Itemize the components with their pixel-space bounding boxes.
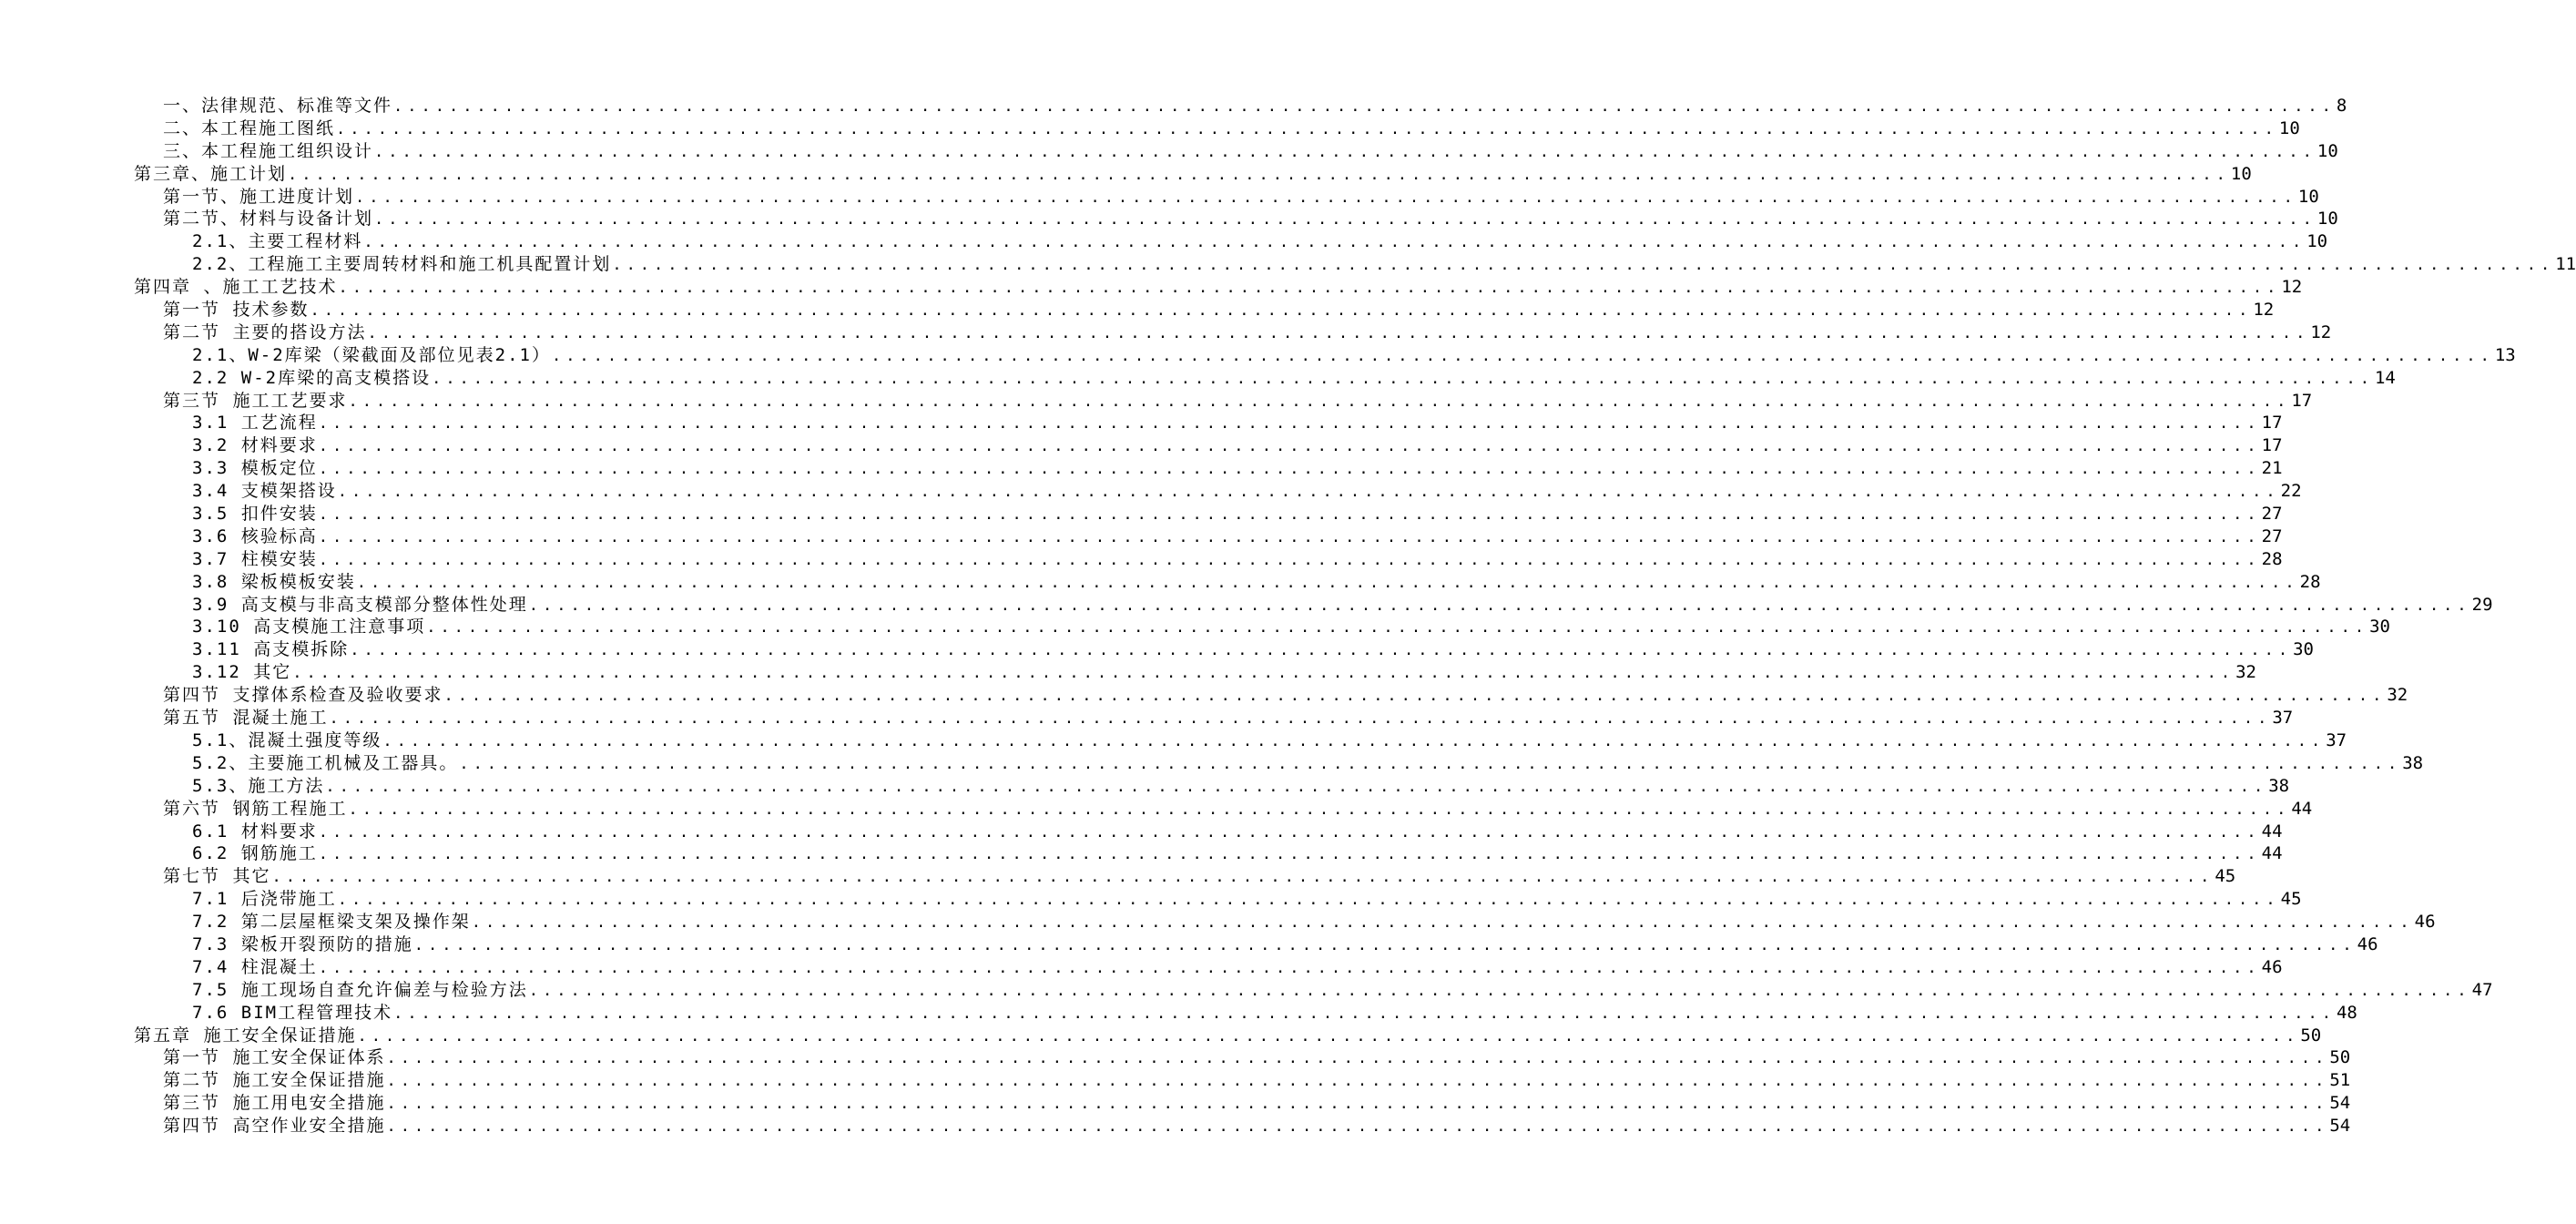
toc-entry-title: 7.6 BIM工程管理技术 <box>192 1002 393 1023</box>
toc-entry-page-number: 51 <box>2329 1070 2351 1091</box>
toc-entry <box>0 707 2294 729</box>
toc-entry <box>0 1069 2351 1092</box>
toc-entry-title: 3.6 核验标高 <box>192 525 318 546</box>
toc-entry <box>0 186 2319 209</box>
toc-entry-page-number: 8 <box>2336 96 2347 116</box>
toc-entry-title: 7.1 后浇带施工 <box>192 889 337 910</box>
toc-entry-row <box>163 1069 2351 1093</box>
toc-entry-page-number: 32 <box>2387 685 2408 706</box>
toc-entry-title: 6.1 材料要求 <box>192 821 318 842</box>
toc-entry-row <box>134 276 2303 300</box>
toc-leader-dots: ............................................................................................................................................ <box>459 754 2402 773</box>
toc-leader-dots: ............................................................................................................................................ <box>528 596 2471 615</box>
toc-leader-dots: ............................................................................................................................................ <box>318 845 2261 864</box>
toc-leader-dots: ............................................................................................................................................ <box>350 641 2293 660</box>
toc-leader-dots: ............................................................................................................................................ <box>336 119 2278 138</box>
toc-leader-dots: ............................................................................................................................................ <box>329 709 2272 729</box>
toc-entry-row <box>134 163 2252 187</box>
toc-entry-title: 三、本工程施工组织设计 <box>163 140 374 161</box>
toc-entry-page-number: 17 <box>2291 390 2313 411</box>
toc-entry <box>0 842 2283 865</box>
toc-entry <box>0 95 2347 117</box>
toc-entry-page-number: 10 <box>2230 163 2252 184</box>
toc-entry-title: 第四节 高空作业安全措施 <box>163 1116 386 1137</box>
toc-entry-title: 3.4 支模架搭设 <box>192 481 337 502</box>
toc-entry-row <box>192 457 2283 481</box>
toc-entry <box>0 616 2390 638</box>
toc-entry-row <box>192 775 2290 799</box>
toc-entry-page-number: 10 <box>2297 186 2319 207</box>
toc-leader-dots: ............................................................................................................................................ <box>471 913 2414 933</box>
toc-entry-row <box>192 842 2283 866</box>
toc-entry <box>0 412 2283 434</box>
toc-entry-page-number: 11 <box>2555 254 2576 275</box>
toc-entry <box>0 979 2493 1002</box>
toc-entry-page-number: 50 <box>2300 1025 2322 1046</box>
toc-entry <box>0 933 2378 956</box>
toc-entry-title: 第四章 、施工工艺技术 <box>134 277 338 298</box>
toc-entry-row <box>192 434 2283 458</box>
toc-entry-page-number: 30 <box>2369 617 2390 638</box>
toc-entry-page-number: 45 <box>2280 889 2302 910</box>
toc-leader-dots: ............................................................................................................................................ <box>367 323 2310 342</box>
toc-entry-row <box>163 321 2332 345</box>
toc-entry-page-number: 44 <box>2261 821 2283 842</box>
toc-entry-row <box>192 525 2283 549</box>
toc-leader-dots: ............................................................................................................................................ <box>318 505 2261 525</box>
toc-entry-page-number: 28 <box>2261 548 2283 569</box>
toc-entry-page-number: 48 <box>2336 1002 2357 1023</box>
toc-entry-page-number: 10 <box>2316 140 2338 161</box>
toc-leader-dots: ............................................................................................................................................ <box>355 188 2297 207</box>
toc-entry-title: 2.2、工程施工主要周转材料和施工机具配置计划 <box>192 254 612 275</box>
toc-entry-row <box>192 253 2576 277</box>
toc-leader-dots: ............................................................................................................................................ <box>356 573 2299 592</box>
toc-entry-title: 2.2 W-2库梁的高支模搭设 <box>192 367 432 388</box>
toc-entry-title: 第七节 其它 <box>163 866 271 887</box>
toc-entry <box>0 503 2283 525</box>
toc-entry-row <box>192 616 2390 639</box>
toc-entry <box>0 208 2338 230</box>
toc-entry-row <box>192 571 2321 595</box>
toc-entry <box>0 163 2252 186</box>
toc-leader-dots: ............................................................................................................................................ <box>271 868 2215 887</box>
toc-entry-page-number: 50 <box>2329 1047 2351 1068</box>
toc-leader-dots: ............................................................................................................................................ <box>318 550 2261 569</box>
toc-entry <box>0 299 2275 321</box>
toc-entry <box>0 117 2300 140</box>
toc-leader-dots: ............................................................................................................................................ <box>337 483 2280 502</box>
toc-entry <box>0 956 2283 979</box>
toc-entry-page-number: 46 <box>2414 912 2436 933</box>
toc-entry <box>0 321 2332 344</box>
toc-entry-page-number: 10 <box>2278 117 2300 138</box>
toc-entry-title: 5.3、施工方法 <box>192 775 325 796</box>
toc-entry-title: 3.10 高支模施工注意事项 <box>192 617 426 638</box>
toc-entry-title: 6.2 钢筋施工 <box>192 843 318 864</box>
toc-leader-dots: ............................................................................................................................................ <box>357 1026 2300 1046</box>
toc-entry <box>0 571 2321 594</box>
toc-entry-row <box>192 729 2347 753</box>
toc-entry-title: 3.9 高支模与非高支模部分整体性处理 <box>192 594 528 615</box>
toc-leader-dots: ............................................................................................................................................ <box>528 981 2471 1000</box>
toc-leader-dots: ............................................................................................................................................ <box>318 437 2261 456</box>
toc-entry <box>0 457 2283 480</box>
toc-entry-row <box>192 821 2283 844</box>
toc-entry-row <box>192 594 2493 617</box>
toc-entry-row <box>192 548 2283 572</box>
toc-entry-page-number: 44 <box>2291 798 2313 819</box>
toc-leader-dots: ............................................................................................................................................ <box>374 210 2316 230</box>
toc-entry <box>0 525 2283 548</box>
toc-entry-row <box>163 1092 2351 1116</box>
toc-entry <box>0 638 2314 661</box>
toc-entry <box>0 140 2338 163</box>
toc-entry <box>0 661 2256 684</box>
toc-entry-row <box>163 1046 2351 1070</box>
toc-entry-page-number: 28 <box>2299 571 2321 592</box>
toc-entry-row <box>192 911 2436 934</box>
toc-entry-title: 第二节 施工安全保证措施 <box>163 1070 386 1091</box>
toc-entry-page-number: 12 <box>2310 321 2332 342</box>
toc-entry-title: 3.1 工艺流程 <box>192 413 318 434</box>
toc-entry-row <box>163 186 2319 209</box>
toc-leader-dots: ............................................................................................................................................ <box>318 460 2261 479</box>
toc-entry-title: 7.2 第二层屋框梁支架及操作架 <box>192 912 471 933</box>
toc-leader-dots: ............................................................................................................................................ <box>413 935 2357 954</box>
toc-entry <box>0 888 2302 911</box>
toc-entry-title: 第五章 施工安全保证措施 <box>134 1025 357 1046</box>
toc-entry-row <box>192 888 2302 912</box>
toc-entry-page-number: 46 <box>2261 956 2283 977</box>
toc-entry-page-number: 29 <box>2471 594 2493 615</box>
toc-entry-row <box>163 208 2338 231</box>
toc-entry-page-number: 13 <box>2494 344 2516 365</box>
toc-entry <box>0 821 2283 843</box>
toc-entry-page-number: 10 <box>2316 209 2338 230</box>
toc-entry-row <box>163 95 2347 118</box>
toc-leader-dots: ............................................................................................................................................ <box>551 346 2494 365</box>
toc-entry-title: 2.1、主要工程材料 <box>192 231 363 252</box>
toc-entry-title: 3.3 模板定位 <box>192 458 318 479</box>
toc-entry-title: 2.1、W-2库梁（梁截面及部位见表2.1） <box>192 344 551 365</box>
toc-entry-page-number: 37 <box>2272 708 2294 729</box>
toc-entry-row <box>192 661 2256 685</box>
toc-entry-page-number: 12 <box>2281 277 2303 298</box>
toc-entry <box>0 1002 2357 1025</box>
toc-entry-row <box>192 480 2302 504</box>
toc-leader-dots: ............................................................................................................................................ <box>318 958 2261 977</box>
toc-entry-row <box>192 503 2283 526</box>
toc-entry-page-number: 14 <box>2374 367 2396 388</box>
toc-entry <box>0 253 2576 276</box>
toc-entry-row <box>192 230 2328 254</box>
toc-entry-row <box>192 344 2516 368</box>
toc-entry-title: 第四节 支撑体系检查及验收要求 <box>163 685 443 706</box>
toc-leader-dots: ............................................................................................................................................ <box>292 664 2235 683</box>
toc-leader-dots: ............................................................................................................................................ <box>443 687 2387 706</box>
toc-entry-page-number: 17 <box>2261 435 2283 456</box>
toc-entry-page-number: 54 <box>2329 1116 2351 1137</box>
toc-entry-row <box>163 865 2236 889</box>
toc-entry-title: 第二节、材料与设备计划 <box>163 209 374 230</box>
toc-leader-dots: ............................................................................................................................................ <box>348 392 2291 411</box>
toc-entry <box>0 865 2236 888</box>
toc-leader-dots: ............................................................................................................................................ <box>393 97 2336 116</box>
toc-entry-title: 3.7 柱模安装 <box>192 548 318 569</box>
toc-entry-row <box>163 1115 2351 1138</box>
toc-entry <box>0 594 2493 617</box>
toc-entry-row <box>163 390 2313 413</box>
toc-entry <box>0 1046 2351 1069</box>
toc-entry-title: 3.8 梁板模板安装 <box>192 571 356 592</box>
toc-entry <box>0 344 2516 367</box>
toc-entry <box>0 684 2408 707</box>
toc-entry-row <box>134 1025 2322 1048</box>
toc-entry-title: 7.3 梁板开裂预防的措施 <box>192 933 413 954</box>
toc-entry-page-number: 38 <box>2402 752 2424 773</box>
toc-entry-row <box>192 412 2283 435</box>
toc-entry <box>0 1025 2322 1047</box>
toc-entry <box>0 230 2328 253</box>
toc-entry <box>0 911 2436 933</box>
toc-entry-page-number: 30 <box>2293 639 2314 660</box>
toc-entry-page-number: 21 <box>2261 458 2283 479</box>
toc-entry-title: 第二节 主要的搭设方法 <box>163 321 367 342</box>
toc-entry-page-number: 27 <box>2261 525 2283 546</box>
toc-entry-title: 3.5 扣件安装 <box>192 504 318 525</box>
toc-entry-title: 3.11 高支模拆除 <box>192 639 350 660</box>
toc-entry <box>0 729 2347 752</box>
toc-leader-dots: ............................................................................................................................................ <box>318 527 2261 546</box>
toc-entry-page-number: 54 <box>2329 1093 2351 1114</box>
toc-entry-row <box>192 933 2378 957</box>
toc-entry-page-number: 22 <box>2280 481 2302 502</box>
toc-leader-dots: ............................................................................................................................................ <box>382 731 2326 750</box>
toc-entry-row <box>163 299 2275 322</box>
toc-entry <box>0 390 2313 413</box>
toc-entry <box>0 276 2303 299</box>
toc-entry-row <box>192 979 2493 1003</box>
toc-entry <box>0 1115 2351 1137</box>
toc-entry-row <box>163 117 2300 141</box>
toc-leader-dots: ............................................................................................................................................ <box>386 1095 2329 1114</box>
toc-entry-title: 第一节 技术参数 <box>163 300 310 321</box>
toc-entry-row <box>192 752 2424 776</box>
toc-entry-page-number: 37 <box>2326 729 2347 750</box>
toc-entry-title: 第三节 施工用电安全措施 <box>163 1093 386 1114</box>
toc-entry-title: 5.1、混凝土强度等级 <box>192 729 382 750</box>
toc-leader-dots: ............................................................................................................................................ <box>318 414 2261 434</box>
toc-entry-title: 第六节 钢筋工程施工 <box>163 798 348 819</box>
toc-entry <box>0 1092 2351 1115</box>
toc-entry-title: 第一节、施工进度计划 <box>163 186 355 207</box>
toc-leader-dots: ............................................................................................................................................ <box>386 1072 2329 1091</box>
toc-entry <box>0 480 2302 503</box>
toc-entry-title: 第一节 施工安全保证体系 <box>163 1047 386 1068</box>
toc-entry-row <box>192 367 2396 391</box>
toc-leader-dots: ............................................................................................................................................ <box>288 165 2230 184</box>
toc-leader-dots: ............................................................................................................................................ <box>426 618 2369 638</box>
toc-entry-row <box>192 1002 2357 1025</box>
toc-entry-title: 第三节 施工工艺要求 <box>163 390 348 411</box>
toc-entry-title: 3.2 材料要求 <box>192 435 318 456</box>
toc-leader-dots: ............................................................................................................................................ <box>393 1004 2336 1023</box>
toc-entry-page-number: 46 <box>2357 933 2378 954</box>
toc-entry-title: 7.5 施工现场自查允许偏差与检验方法 <box>192 979 528 1000</box>
toc-leader-dots: ............................................................................................................................................ <box>612 256 2555 275</box>
toc-leader-dots: ............................................................................................................................................ <box>432 369 2374 388</box>
toc-entry <box>0 367 2396 390</box>
toc-entry-row <box>163 798 2313 821</box>
toc-entry-page-number: 45 <box>2215 866 2236 887</box>
toc-entry-page-number: 12 <box>2253 300 2275 321</box>
toc-leader-dots: ............................................................................................................................................ <box>338 279 2281 298</box>
toc-entry-row <box>163 140 2338 164</box>
toc-entry-row <box>163 707 2294 730</box>
toc-entry <box>0 798 2313 821</box>
toc-entry-page-number: 10 <box>2306 231 2328 252</box>
toc-leader-dots: ............................................................................................................................................ <box>325 777 2268 796</box>
toc-leader-dots: ............................................................................................................................................ <box>318 822 2261 842</box>
toc-leader-dots: ............................................................................................................................................ <box>337 891 2280 910</box>
toc-entry-page-number: 17 <box>2261 413 2283 434</box>
toc-leader-dots: ............................................................................................................................................ <box>310 301 2253 321</box>
toc-leader-dots: ............................................................................................................................................ <box>386 1117 2329 1137</box>
toc-leader-dots: ............................................................................................................................................ <box>386 1049 2329 1068</box>
toc-leader-dots: ............................................................................................................................................ <box>363 233 2306 252</box>
toc-entry-title: 3.12 其它 <box>192 662 292 683</box>
toc-entry <box>0 434 2283 457</box>
toc-entry-title: 二、本工程施工图纸 <box>163 117 336 138</box>
table-of-contents <box>0 95 2576 1137</box>
toc-entry-row <box>192 956 2283 980</box>
toc-entry <box>0 548 2283 571</box>
toc-entry-page-number: 44 <box>2261 843 2283 864</box>
toc-entry-page-number: 32 <box>2235 662 2256 683</box>
toc-entry-title: 第三章、施工计划 <box>134 163 288 184</box>
toc-entry <box>0 775 2290 798</box>
toc-leader-dots: ............................................................................................................................................ <box>374 142 2316 161</box>
toc-entry-title: 一、法律规范、标准等文件 <box>163 96 393 116</box>
toc-leader-dots: ............................................................................................................................................ <box>348 800 2291 819</box>
toc-entry-title: 第五节 混凝土施工 <box>163 708 329 729</box>
toc-entry-page-number: 27 <box>2261 504 2283 525</box>
toc-entry-row <box>192 638 2314 662</box>
toc-entry <box>0 752 2424 775</box>
toc-entry-row <box>163 684 2408 708</box>
toc-entry-title: 5.2、主要施工机械及工器具。 <box>192 752 459 773</box>
toc-entry-title: 7.4 柱混凝土 <box>192 956 318 977</box>
toc-entry-page-number: 38 <box>2268 775 2290 796</box>
toc-entry-page-number: 47 <box>2471 979 2493 1000</box>
